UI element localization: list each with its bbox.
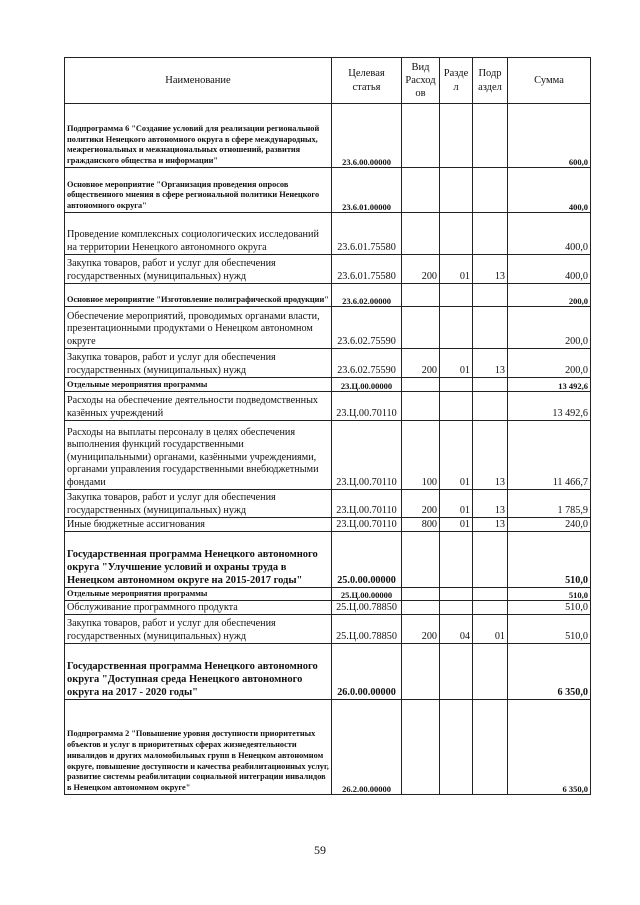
row-summa: 6 350,0 <box>508 644 591 700</box>
table-row <box>65 213 591 255</box>
row-razdel <box>440 307 473 349</box>
row-podrazdel <box>473 104 508 168</box>
row-code: 23.Ц.00.70110 <box>332 490 402 518</box>
row-podrazdel: 13 <box>473 518 508 532</box>
row-razdel <box>440 378 473 392</box>
row-name: Закупка товаров, работ и услуг для обеспечения государственных (муниципальных) нужд <box>65 615 332 644</box>
row-podrazdel <box>473 644 508 700</box>
table-row <box>65 615 591 644</box>
row-name: Иные бюджетные ассигнования <box>65 518 332 532</box>
row-summa: 11 466,7 <box>508 421 591 490</box>
row-name: Закупка товаров, работ и услуг для обеспечения государственных (муниципальных) нужд <box>65 255 332 284</box>
row-name: Обеспечение мероприятий, проводимых органами власти, презентационными продуктами о Ненецком автономном округе <box>65 307 332 349</box>
row-razdel <box>440 213 473 255</box>
row-code: 23.Ц.00.00000 <box>332 378 402 392</box>
table-row <box>65 601 591 615</box>
row-podrazdel: 01 <box>473 615 508 644</box>
row-podrazdel <box>473 284 508 307</box>
row-name: Отдельные мероприятия программы <box>65 588 332 601</box>
row-podrazdel <box>473 532 508 588</box>
row-name: Основное мероприятие "Изготовление полиграфической продукции" <box>65 284 332 307</box>
row-vid: 200 <box>402 349 440 378</box>
row-podrazdel <box>473 168 508 213</box>
budget-table <box>64 57 591 795</box>
row-summa: 600,0 <box>508 104 591 168</box>
row-podrazdel <box>473 378 508 392</box>
header-name: Наименование <box>65 58 332 104</box>
header-summa: Сумма <box>508 58 591 104</box>
row-vid: 100 <box>402 421 440 490</box>
header-row <box>65 58 591 104</box>
row-vid <box>402 104 440 168</box>
row-name: Подпрограмма 6 "Создание условий для реализации региональной политики Ненецкого автономного округа в сфере международных, межрегиональных и межнациональных отношений, развития гражданского общества и информации" <box>65 104 332 168</box>
row-name: Расходы на обеспечение деятельности подведомственных казённых учреждений <box>65 392 332 421</box>
row-razdel <box>440 104 473 168</box>
row-name: Проведение комплексных социологических исследований на территории Ненецкого автономного округа <box>65 213 332 255</box>
row-code: 23.6.02.75590 <box>332 307 402 349</box>
row-vid <box>402 307 440 349</box>
header-vid: Вид Расход ов <box>402 58 440 104</box>
row-name: Отдельные мероприятия программы <box>65 378 332 392</box>
row-vid: 800 <box>402 518 440 532</box>
row-summa: 200,0 <box>508 349 591 378</box>
row-summa: 200,0 <box>508 307 591 349</box>
row-razdel <box>440 700 473 795</box>
row-razdel: 01 <box>440 490 473 518</box>
row-summa: 200,0 <box>508 284 591 307</box>
row-code: 25.Ц.00.78850 <box>332 601 402 615</box>
row-code: 23.6.01.00000 <box>332 168 402 213</box>
table-row <box>65 104 591 168</box>
row-razdel <box>440 601 473 615</box>
table-row <box>65 532 591 588</box>
row-razdel: 01 <box>440 421 473 490</box>
table-row <box>65 700 591 795</box>
row-code: 23.Ц.00.70110 <box>332 518 402 532</box>
row-summa: 400,0 <box>508 255 591 284</box>
table-row <box>65 349 591 378</box>
table-row <box>65 255 591 284</box>
row-name: Государственная программа Ненецкого автономного округа "Улучшение условий и охраны труда в Ненецком автономном округе на 2015-2017 годы" <box>65 532 332 588</box>
row-summa: 13 492,6 <box>508 392 591 421</box>
row-podrazdel <box>473 700 508 795</box>
row-name: Закупка товаров, работ и услуг для обеспечения государственных (муниципальных) нужд <box>65 349 332 378</box>
row-vid <box>402 532 440 588</box>
row-vid <box>402 588 440 601</box>
row-vid <box>402 284 440 307</box>
row-summa: 400,0 <box>508 168 591 213</box>
row-podrazdel: 13 <box>473 255 508 284</box>
row-podrazdel <box>473 392 508 421</box>
row-code: 26.2.00.00000 <box>332 700 402 795</box>
table-row <box>65 307 591 349</box>
row-razdel: 01 <box>440 518 473 532</box>
row-razdel <box>440 532 473 588</box>
row-vid <box>402 644 440 700</box>
row-summa: 510,0 <box>508 615 591 644</box>
row-podrazdel: 13 <box>473 421 508 490</box>
row-summa: 13 492,6 <box>508 378 591 392</box>
row-code: 23.Ц.00.70110 <box>332 392 402 421</box>
row-name: Основное мероприятие "Организация проведения опросов общественного мнения в сфере региональной политики Ненецкого автономного округа" <box>65 168 332 213</box>
row-razdel: 01 <box>440 255 473 284</box>
row-razdel <box>440 168 473 213</box>
row-vid <box>402 392 440 421</box>
row-vid <box>402 601 440 615</box>
row-code: 23.6.01.75580 <box>332 213 402 255</box>
row-razdel <box>440 392 473 421</box>
row-summa: 510,0 <box>508 601 591 615</box>
row-podrazdel <box>473 213 508 255</box>
row-razdel <box>440 644 473 700</box>
row-summa: 400,0 <box>508 213 591 255</box>
row-code: 23.6.00.00000 <box>332 104 402 168</box>
row-code: 23.6.01.75580 <box>332 255 402 284</box>
table-row <box>65 378 591 392</box>
row-code: 26.0.00.00000 <box>332 644 402 700</box>
row-name: Расходы на выплаты персоналу в целях обеспечения выполнения функций государственными (муниципальными) органами, казёнными учреждениями, органами управления государственными внебюджетными фондами <box>65 421 332 490</box>
page-number: 59 <box>314 843 326 857</box>
row-code: 23.Ц.00.70110 <box>332 421 402 490</box>
row-podrazdel <box>473 601 508 615</box>
row-razdel <box>440 588 473 601</box>
table-row <box>65 392 591 421</box>
row-name: Закупка товаров, работ и услуг для обеспечения государственных (муниципальных) нужд <box>65 490 332 518</box>
row-podrazdel <box>473 307 508 349</box>
table-row <box>65 284 591 307</box>
row-vid: 200 <box>402 255 440 284</box>
row-podrazdel: 13 <box>473 490 508 518</box>
row-name: Государственная программа Ненецкого автономного округа "Доступная среда Ненецкого автономного округа на 2017 - 2020 годы" <box>65 644 332 700</box>
row-code: 25.Ц.00.78850 <box>332 615 402 644</box>
row-vid <box>402 213 440 255</box>
table-row <box>65 644 591 700</box>
header-podrazdel: Подр аздел <box>473 58 508 104</box>
row-summa: 510,0 <box>508 588 591 601</box>
row-code: 25.0.00.00000 <box>332 532 402 588</box>
row-podrazdel <box>473 588 508 601</box>
row-vid <box>402 378 440 392</box>
table-row <box>65 518 591 532</box>
row-summa: 6 350,0 <box>508 700 591 795</box>
row-summa: 240,0 <box>508 518 591 532</box>
table-row <box>65 421 591 490</box>
table-row <box>65 168 591 213</box>
row-razdel: 01 <box>440 349 473 378</box>
row-summa: 510,0 <box>508 532 591 588</box>
row-summa: 1 785,9 <box>508 490 591 518</box>
row-code: 25.Ц.00.00000 <box>332 588 402 601</box>
row-code: 23.6.02.00000 <box>332 284 402 307</box>
header-code: Целевая статья <box>332 58 402 104</box>
header-razdel: Разде л <box>440 58 473 104</box>
row-vid <box>402 168 440 213</box>
row-name: Обслуживание программного продукта <box>65 601 332 615</box>
row-podrazdel: 13 <box>473 349 508 378</box>
row-razdel <box>440 284 473 307</box>
table-row <box>65 490 591 518</box>
row-code: 23.6.02.75590 <box>332 349 402 378</box>
row-razdel: 04 <box>440 615 473 644</box>
row-vid: 200 <box>402 615 440 644</box>
row-vid <box>402 700 440 795</box>
table-row <box>65 588 591 601</box>
row-name: Подпрограмма 2 "Повышение уровня доступности приоритетных объектов и услуг в приоритетных сферах жизнедеятельности инвалидов и других маломобильных групп в Ненецком автономном округе, повышение доступности и качества реабилитационных услуг, развитие системы реабилитации социальной интеграции инвалидов в Ненецком автономном округе" <box>65 700 332 795</box>
row-vid: 200 <box>402 490 440 518</box>
